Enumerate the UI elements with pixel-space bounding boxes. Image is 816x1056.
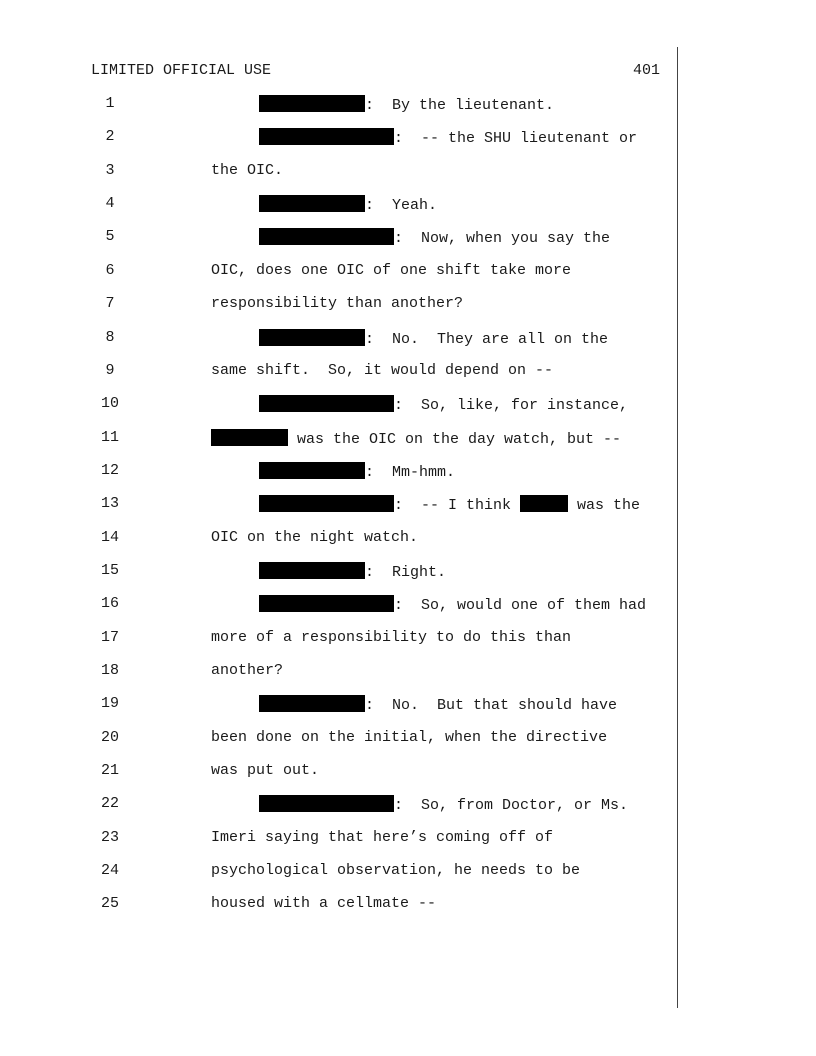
line-number: 10 (100, 395, 119, 413)
redaction-block (259, 228, 394, 245)
line-text (259, 95, 554, 114)
redaction-block (259, 395, 394, 412)
line-text-segment: : Right. (365, 563, 447, 581)
line-number: 14 (100, 528, 119, 546)
line-number: 1 (105, 95, 115, 112)
transcript-line (0, 95, 676, 115)
line-text-segment: same shift. So, it would depend on -- (211, 361, 554, 379)
line-text (259, 562, 446, 581)
redaction-block (259, 95, 365, 112)
transcript-line (0, 162, 676, 182)
transcript-line (0, 295, 676, 315)
line-text (211, 895, 436, 912)
line-text (211, 629, 571, 646)
line-text (259, 395, 628, 414)
line-text-segment: : Yeah. (365, 197, 438, 215)
transcript-line (0, 829, 676, 849)
line-number: 18 (100, 662, 119, 679)
transcript-line (0, 895, 676, 915)
line-number: 20 (100, 728, 119, 746)
line-text-segment: been done on the initial, when the directive (211, 728, 608, 746)
line-number: 22 (100, 795, 119, 813)
line-text-segment: responsibility than another? (211, 295, 464, 313)
transcript-line (0, 529, 676, 549)
redaction-block (259, 128, 394, 145)
line-text (211, 662, 283, 679)
line-text-segment: was the (568, 497, 641, 515)
line-number: 9 (105, 361, 115, 379)
transcript-line (0, 395, 676, 415)
line-number: 24 (100, 862, 119, 880)
line-text-segment: : -- the SHU lieutenant or (394, 130, 638, 148)
line-text-segment: : -- I think (394, 497, 521, 515)
line-text-segment: : Mm-hmm. (365, 463, 456, 481)
line-text (211, 762, 319, 779)
line-number: 17 (100, 628, 119, 646)
redaction-block (211, 429, 288, 446)
line-number: 16 (100, 595, 119, 613)
redaction-block (259, 562, 365, 579)
line-number: 19 (100, 695, 119, 713)
line-number: 2 (105, 128, 115, 146)
line-text (259, 695, 617, 714)
transcript-line (0, 629, 676, 649)
line-number: 7 (105, 295, 115, 313)
transcript-line (0, 662, 676, 682)
line-text (259, 495, 640, 514)
line-text-segment: : No. But that should have (365, 697, 618, 715)
line-text (211, 162, 283, 179)
line-text (211, 295, 463, 312)
transcript-line (0, 128, 676, 148)
transcript-line (0, 795, 676, 815)
line-number: 8 (105, 328, 115, 346)
transcript-line (0, 429, 676, 449)
line-text-segment: OIC on the night watch. (211, 528, 419, 546)
redaction-block (259, 595, 394, 612)
line-text-segment: housed with a cellmate -- (211, 895, 437, 913)
classification-header: LIMITED OFFICIAL USE (91, 62, 272, 79)
transcript-line (0, 362, 676, 382)
line-text (211, 529, 418, 546)
transcript-line (0, 195, 676, 215)
line-text (259, 462, 455, 481)
line-text-segment: another? (211, 662, 284, 679)
line-number: 5 (105, 228, 115, 246)
page-number: 401 (633, 62, 661, 79)
line-number: 3 (105, 161, 115, 179)
transcript-line (0, 562, 676, 582)
line-text-segment: the OIC. (211, 161, 284, 179)
redaction-block (259, 795, 394, 812)
transcript-line (0, 729, 676, 749)
line-text-segment: : So, would one of them had (394, 597, 647, 615)
transcript-line (0, 862, 676, 882)
line-text-segment: was put out. (211, 762, 320, 779)
line-text (211, 862, 580, 879)
transcript-line (0, 695, 676, 715)
line-text (211, 829, 553, 846)
line-text (259, 795, 628, 814)
line-text (211, 429, 621, 448)
line-text-segment: Imeri saying that here’s coming off of (211, 828, 554, 846)
right-margin-rule (677, 47, 678, 1008)
redaction-block (259, 495, 394, 512)
line-text (259, 228, 610, 247)
line-text (259, 195, 437, 214)
transcript-line (0, 495, 676, 515)
line-text (211, 362, 553, 379)
line-number: 11 (100, 428, 119, 446)
line-number: 12 (100, 461, 119, 479)
line-text (211, 729, 607, 746)
line-text-segment: : So, like, for instance, (394, 397, 629, 415)
line-number: 6 (105, 261, 115, 279)
line-text (259, 329, 608, 348)
line-text-segment: : So, from Doctor, or Ms. (394, 797, 629, 815)
line-text-segment: : No. They are all on the (365, 330, 609, 348)
line-number: 25 (100, 895, 119, 913)
line-text (259, 128, 637, 147)
redaction-block (259, 462, 365, 479)
transcript-line (0, 762, 676, 782)
line-text-segment: more of a responsibility to do this than (211, 628, 572, 646)
line-number: 15 (100, 561, 119, 579)
redaction-block (520, 495, 568, 512)
redaction-block (259, 195, 365, 212)
line-text-segment: was the OIC on the day watch, but -- (288, 430, 622, 448)
redaction-block (259, 695, 365, 712)
transcript-line (0, 462, 676, 482)
line-text-segment: : Now, when you say the (394, 230, 611, 248)
line-number: 23 (100, 828, 119, 846)
line-text-segment: psychological observation, he needs to be (211, 862, 581, 880)
line-text (259, 595, 646, 614)
line-number: 4 (105, 195, 115, 213)
line-number: 13 (100, 495, 119, 513)
line-text-segment: OIC, does one OIC of one shift take more (211, 261, 572, 279)
line-text-segment: : By the lieutenant. (365, 97, 555, 114)
transcript-line (0, 262, 676, 282)
redaction-block (259, 329, 365, 346)
transcript-line (0, 595, 676, 615)
transcript-line (0, 228, 676, 248)
line-text (211, 262, 571, 279)
line-number: 21 (100, 762, 119, 779)
transcript-line (0, 329, 676, 349)
